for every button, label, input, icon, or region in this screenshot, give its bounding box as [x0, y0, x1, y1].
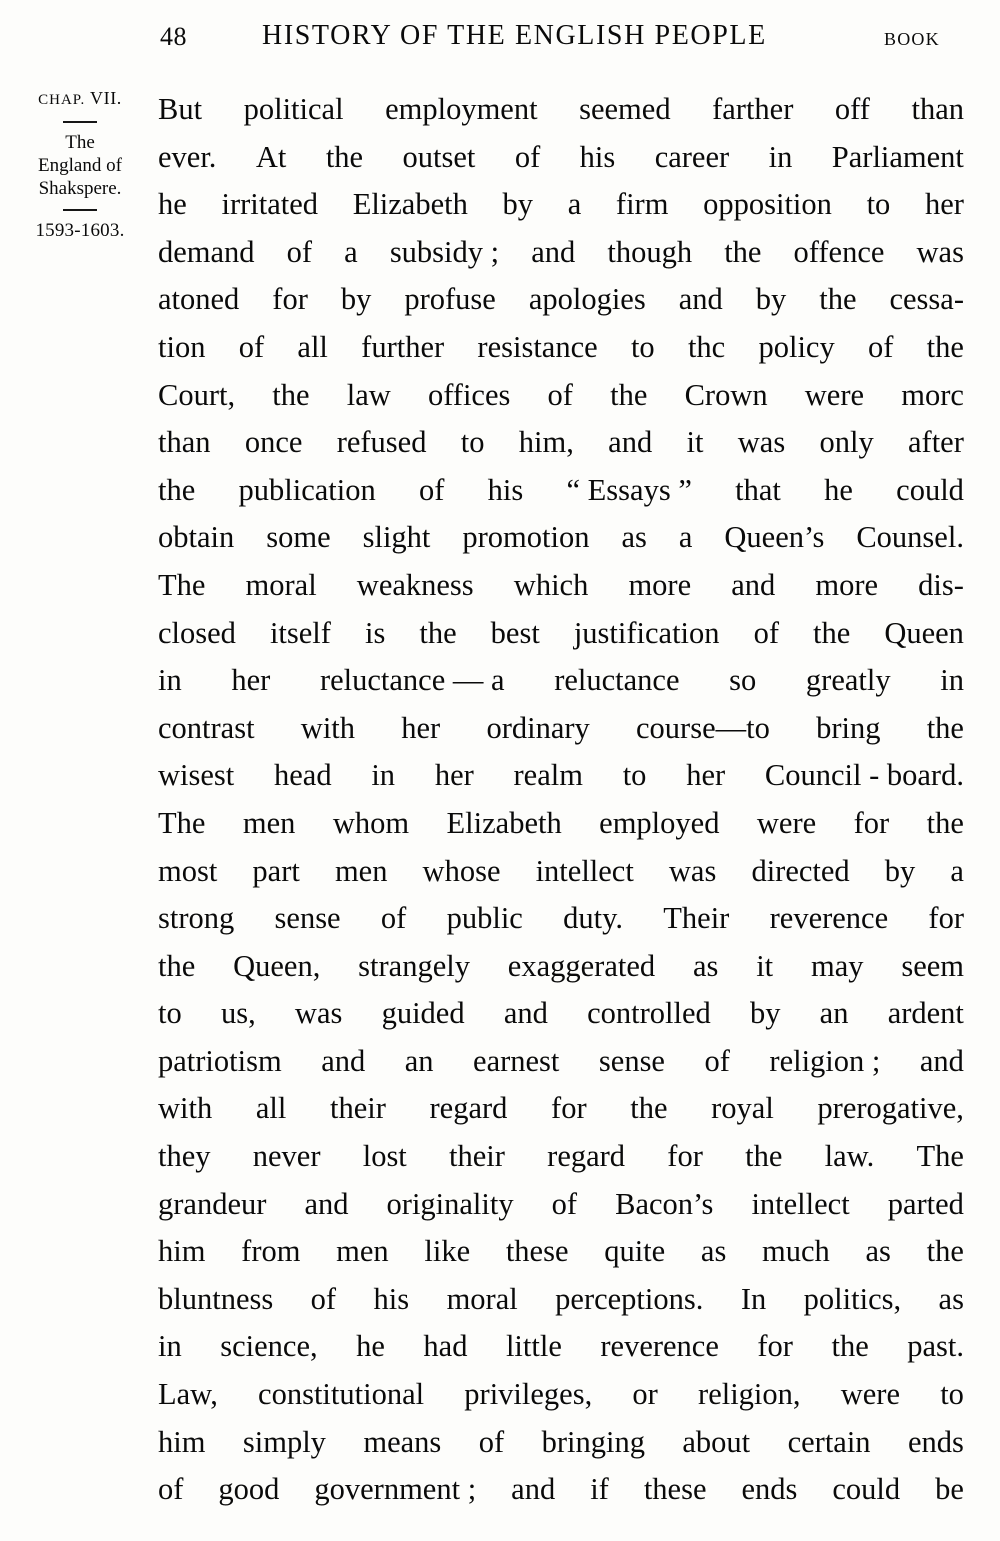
text-word: the — [831, 1329, 869, 1364]
text-word: At — [255, 139, 287, 174]
text-word: all — [255, 1091, 287, 1126]
text-word: an — [404, 1043, 434, 1078]
text-word: her — [231, 663, 271, 698]
text-word: employed — [599, 805, 720, 840]
text-word: in — [158, 1329, 182, 1364]
text-word: perceptions. — [555, 1281, 704, 1316]
text-word: was — [916, 234, 964, 269]
text-word: “ Essays ” — [566, 472, 692, 507]
text-word: the — [158, 948, 196, 983]
text-word: offices — [427, 377, 511, 412]
text-line — [158, 1276, 964, 1324]
text-word: obtain — [158, 520, 235, 555]
text-word: and — [304, 1186, 349, 1221]
text-line — [158, 86, 964, 134]
text-word: had — [423, 1329, 468, 1364]
text-word: the — [610, 377, 648, 412]
text-word: reverence — [600, 1329, 719, 1364]
text-word: once — [244, 425, 303, 460]
text-word: us, — [220, 996, 256, 1031]
text-word: much — [762, 1234, 830, 1269]
divider-rule-bottom — [63, 209, 97, 211]
text-word: intellect — [535, 853, 634, 888]
text-word: to — [460, 425, 485, 460]
text-word: ordinary — [486, 710, 590, 745]
text-word: quite — [604, 1234, 666, 1269]
text-line — [158, 562, 964, 610]
text-word: promotion — [462, 520, 590, 555]
text-word: Bacon’s — [615, 1186, 714, 1221]
text-word: the — [926, 1234, 964, 1269]
text-word: if — [590, 1472, 609, 1507]
text-word: in — [158, 663, 182, 698]
text-word: her — [434, 758, 474, 793]
marginal-note-chapter — [10, 88, 150, 109]
text-line — [158, 1323, 964, 1371]
text-line — [158, 800, 964, 848]
text-word: Elizabeth — [446, 805, 562, 840]
text-word: ever. — [158, 139, 217, 174]
text-word: as — [692, 948, 719, 983]
text-word: is — [364, 615, 386, 650]
text-word: refused — [336, 425, 427, 460]
text-word: apologies — [528, 282, 646, 317]
text-word: good — [218, 1472, 280, 1507]
text-word: and — [731, 567, 776, 602]
text-line — [158, 1085, 964, 1133]
chapter-prefix: CHAP. — [38, 92, 86, 108]
text-word: that — [735, 472, 781, 507]
text-line — [158, 990, 964, 1038]
text-line — [158, 610, 964, 658]
text-word: Queen — [884, 615, 964, 650]
text-line — [158, 848, 964, 896]
text-word: as — [938, 1281, 964, 1316]
text-word: publication — [238, 472, 376, 507]
text-word: prerogative, — [817, 1091, 964, 1126]
text-word: bring — [816, 710, 881, 745]
text-word: offence — [793, 234, 885, 269]
text-word: tion — [158, 329, 206, 364]
text-word: the — [325, 139, 364, 174]
text-word: him — [158, 1234, 206, 1269]
text-word: closed — [158, 615, 236, 650]
text-word: by — [884, 853, 916, 888]
text-word: whose — [422, 853, 501, 888]
text-word: the — [813, 615, 851, 650]
text-word: of — [514, 139, 541, 174]
text-word: Elizabeth — [352, 187, 468, 222]
text-line — [158, 1181, 964, 1229]
text-word: law. — [824, 1139, 875, 1174]
text-word: of — [547, 377, 573, 412]
text-word: certain — [787, 1424, 871, 1459]
text-word: atoned — [158, 282, 240, 317]
text-word: The — [158, 567, 206, 602]
text-word: morc — [901, 377, 964, 412]
text-word: his — [373, 1281, 410, 1316]
text-word: was — [294, 996, 343, 1031]
text-word: was — [737, 425, 786, 460]
text-word: justification — [573, 615, 720, 650]
text-word: more — [628, 567, 692, 602]
text-word: little — [505, 1329, 562, 1364]
running-head-book-label: BOOK — [884, 29, 940, 49]
text-word: strong — [158, 901, 235, 936]
text-line — [158, 134, 964, 182]
text-word: of — [419, 472, 445, 507]
text-word: as — [621, 520, 647, 555]
text-word: the — [272, 377, 310, 412]
text-word: But — [158, 92, 203, 126]
text-line — [158, 467, 964, 515]
text-line — [158, 514, 964, 562]
text-word: he — [158, 187, 187, 222]
text-word: demand — [158, 234, 255, 269]
marginal-note-subject — [10, 131, 150, 201]
text-word: ardent — [887, 996, 964, 1031]
text-word: to — [622, 758, 647, 793]
text-word: itself — [269, 615, 331, 650]
text-word: and — [531, 234, 576, 269]
text-word: all — [297, 329, 328, 364]
text-word: realm — [513, 758, 583, 793]
text-word: originality — [386, 1186, 514, 1221]
text-word: a — [344, 234, 358, 269]
text-word: the — [926, 329, 964, 364]
text-word: than — [158, 425, 211, 460]
text-line — [158, 1371, 964, 1419]
text-word: never — [252, 1139, 321, 1174]
text-word: greatly — [805, 663, 891, 698]
text-word: it — [686, 425, 704, 460]
text-word: to — [630, 329, 655, 364]
text-word: her — [686, 758, 726, 793]
text-word: so — [729, 663, 757, 698]
text-word: than — [911, 92, 964, 126]
text-word: wisest — [158, 758, 235, 793]
text-word: though — [607, 234, 693, 269]
text-word: policy — [758, 329, 835, 364]
text-word: ends — [908, 1424, 964, 1459]
text-word: seemed — [579, 92, 671, 126]
text-word: the — [724, 234, 762, 269]
text-word: subsidy ; — [389, 234, 500, 269]
text-word: to — [866, 187, 891, 222]
text-word: of — [478, 1424, 505, 1459]
text-word: the — [926, 710, 964, 745]
subject-line-1: The — [65, 132, 95, 153]
text-word: their — [329, 1091, 386, 1126]
marginal-notes — [10, 88, 150, 242]
text-line — [158, 276, 964, 324]
text-word: their — [449, 1139, 505, 1174]
text-word: simply — [242, 1424, 326, 1459]
text-word: and — [511, 1472, 556, 1507]
text-word: seem — [901, 948, 964, 983]
text-word: lost — [362, 1139, 407, 1174]
text-line — [158, 943, 964, 991]
text-word: he — [824, 472, 853, 507]
text-word: the — [819, 282, 857, 317]
text-word: opposition — [703, 187, 832, 222]
text-word: it — [756, 948, 774, 983]
text-word: royal — [711, 1091, 774, 1126]
text-word: moral — [245, 567, 317, 602]
text-word: course—to — [636, 710, 770, 745]
text-word: in — [768, 139, 793, 174]
text-word: of — [158, 1472, 184, 1507]
text-word: were — [756, 805, 817, 840]
text-word: her — [924, 187, 964, 222]
text-word: of — [310, 1281, 337, 1316]
text-word: the — [630, 1091, 668, 1126]
text-line — [158, 752, 964, 800]
text-word: as — [700, 1234, 727, 1269]
text-word: The — [916, 1139, 964, 1174]
text-word: of — [238, 329, 265, 364]
text-word: slight — [362, 520, 431, 555]
chapter-number: VII. — [90, 88, 122, 108]
text-word: was — [668, 853, 717, 888]
text-word: by — [755, 282, 787, 317]
text-word: be — [935, 1472, 964, 1507]
text-word: off — [834, 92, 870, 126]
text-word: sense — [274, 901, 341, 936]
text-word: grandeur — [158, 1186, 267, 1221]
text-word: privileges, — [464, 1377, 593, 1412]
text-word: for — [667, 1139, 703, 1174]
text-word: him — [158, 1424, 206, 1459]
text-word: of — [286, 234, 313, 269]
text-word: thc — [687, 329, 726, 364]
text-word: politics, — [803, 1281, 902, 1316]
marginal-note-dates: 1593-1603. — [35, 219, 125, 241]
text-word: controlled — [587, 996, 711, 1031]
text-word: about — [682, 1424, 751, 1459]
text-line — [158, 1466, 964, 1514]
text-word: and — [503, 996, 548, 1031]
text-word: more — [815, 567, 879, 602]
text-word: Parliament — [831, 139, 964, 174]
text-line — [158, 324, 964, 372]
text-word: religion ; — [769, 1043, 881, 1078]
text-word: contrast — [158, 710, 255, 745]
text-word: and — [321, 1043, 366, 1078]
divider-rule-top — [63, 121, 97, 123]
text-word: like — [424, 1234, 471, 1269]
text-word: cessa- — [889, 282, 964, 317]
running-head-title: HISTORY OF THE ENGLISH PEOPLE — [262, 20, 767, 51]
text-word: earnest — [473, 1043, 560, 1078]
text-word: exaggerated — [507, 948, 656, 983]
text-word: patriotism — [158, 1043, 282, 1078]
text-word: with — [300, 710, 356, 745]
text-line — [158, 181, 964, 229]
text-word: dis- — [918, 567, 964, 602]
text-word: his — [487, 472, 524, 507]
text-word: political — [243, 92, 344, 126]
text-word: Law, — [158, 1377, 218, 1412]
text-word: reluctance — [554, 663, 680, 698]
text-word: Counsel. — [856, 520, 964, 555]
text-word: for — [757, 1329, 793, 1364]
text-word: men — [336, 1234, 389, 1269]
text-word: part — [252, 853, 300, 888]
text-word: the — [419, 615, 457, 650]
text-word: could — [832, 1472, 901, 1507]
text-word: weakness — [356, 567, 474, 602]
text-word: for — [551, 1091, 587, 1126]
text-line — [158, 372, 964, 420]
text-word: ends — [741, 1472, 798, 1507]
text-word: the — [926, 805, 964, 840]
text-word: of — [380, 901, 407, 936]
text-word: an — [819, 996, 849, 1031]
text-word: In — [740, 1281, 767, 1316]
text-word: for — [272, 282, 308, 317]
text-line — [158, 419, 964, 467]
text-word: constitutional — [258, 1377, 425, 1412]
text-word: guided — [381, 996, 465, 1031]
text-word: career — [654, 139, 730, 174]
text-line — [158, 1133, 964, 1181]
text-word: of — [704, 1043, 730, 1078]
text-word: and — [608, 425, 653, 460]
text-word: by — [502, 187, 534, 222]
text-word: of — [551, 1186, 578, 1221]
text-word: as — [865, 1234, 891, 1269]
text-word: only — [819, 425, 874, 460]
text-word: for — [928, 901, 964, 936]
text-line — [158, 705, 964, 753]
text-word: parted — [887, 1186, 964, 1221]
text-word: means — [363, 1424, 442, 1459]
text-word: by — [340, 282, 372, 317]
subject-line-3: Shakspere. — [38, 178, 122, 200]
text-word: the — [158, 472, 196, 507]
text-word: a — [950, 853, 964, 888]
subject-line-2: England of — [38, 155, 122, 177]
text-word: to — [940, 1377, 964, 1412]
text-word: duty. — [563, 901, 623, 936]
text-word: bringing — [541, 1424, 645, 1459]
text-word: farther — [712, 92, 794, 126]
text-word: for — [853, 805, 890, 840]
text-word: after — [908, 425, 964, 460]
text-word: public — [446, 901, 523, 936]
text-word: Court, — [158, 377, 236, 412]
text-word: were — [804, 377, 865, 412]
text-word: law — [346, 377, 391, 412]
text-word: most — [158, 853, 218, 888]
text-word: head — [274, 758, 332, 793]
text-word: Crown — [684, 377, 768, 412]
text-word: reluctance — a — [319, 663, 505, 698]
text-word: reverence — [769, 901, 889, 936]
text-word: profuse — [404, 282, 496, 317]
text-word: may — [810, 948, 864, 983]
text-word: could — [896, 472, 964, 507]
text-word: whom — [332, 805, 410, 840]
text-word: employment — [385, 92, 538, 126]
text-word: he — [356, 1329, 385, 1364]
text-word: a — [678, 520, 693, 555]
text-word: of — [753, 615, 779, 650]
text-word: Queen, — [233, 948, 321, 983]
text-line — [158, 657, 964, 705]
text-word: sense — [598, 1043, 665, 1078]
text-word: his — [579, 139, 616, 174]
text-word: or — [632, 1377, 658, 1412]
text-word: science, — [220, 1329, 318, 1364]
text-line — [158, 1228, 964, 1276]
text-word: moral — [446, 1281, 518, 1316]
text-word: men — [334, 853, 388, 888]
page-number: 48 — [160, 22, 187, 51]
text-line — [158, 229, 964, 277]
text-word: religion, — [698, 1377, 801, 1412]
text-word: they — [158, 1139, 211, 1174]
text-word: were — [840, 1377, 900, 1412]
text-line — [158, 1419, 964, 1467]
text-word: a — [567, 187, 582, 222]
text-word: further — [361, 329, 445, 364]
text-word: The — [158, 805, 206, 840]
text-word: which — [513, 567, 589, 602]
running-head — [0, 10, 1000, 54]
text-word: Council - board. — [764, 758, 964, 793]
text-word: regard — [429, 1091, 508, 1126]
text-word: in — [371, 758, 396, 793]
text-line — [158, 1038, 964, 1086]
text-word: past. — [907, 1329, 964, 1364]
text-word: strangely — [358, 948, 470, 983]
text-word: and — [678, 282, 723, 317]
text-word: in — [940, 663, 964, 698]
text-word: the — [745, 1139, 783, 1174]
text-word: these — [505, 1234, 569, 1269]
text-word: regard — [547, 1139, 626, 1174]
text-word: outset — [402, 139, 476, 174]
text-word: and — [919, 1043, 964, 1078]
text-word: irritated — [221, 187, 319, 222]
body-text — [158, 86, 964, 1514]
text-word: from — [241, 1234, 301, 1269]
text-word: her — [401, 710, 441, 745]
text-word: directed — [751, 853, 850, 888]
text-word: these — [643, 1472, 707, 1507]
text-word: intellect — [751, 1186, 850, 1221]
text-word: Queen’s — [724, 520, 825, 555]
text-word: men — [242, 805, 296, 840]
text-word: some — [266, 520, 331, 555]
text-word: of — [867, 329, 894, 364]
text-word: him, — [518, 425, 574, 460]
text-word: best — [490, 615, 540, 650]
text-word: firm — [615, 187, 669, 222]
text-word: to — [158, 996, 182, 1031]
text-word: bluntness — [158, 1281, 274, 1316]
text-word: with — [158, 1091, 213, 1126]
text-word: resistance — [477, 329, 598, 364]
text-word: Their — [663, 901, 730, 936]
text-word: by — [749, 996, 781, 1031]
text-word: government ; — [314, 1472, 477, 1507]
text-line — [158, 895, 964, 943]
